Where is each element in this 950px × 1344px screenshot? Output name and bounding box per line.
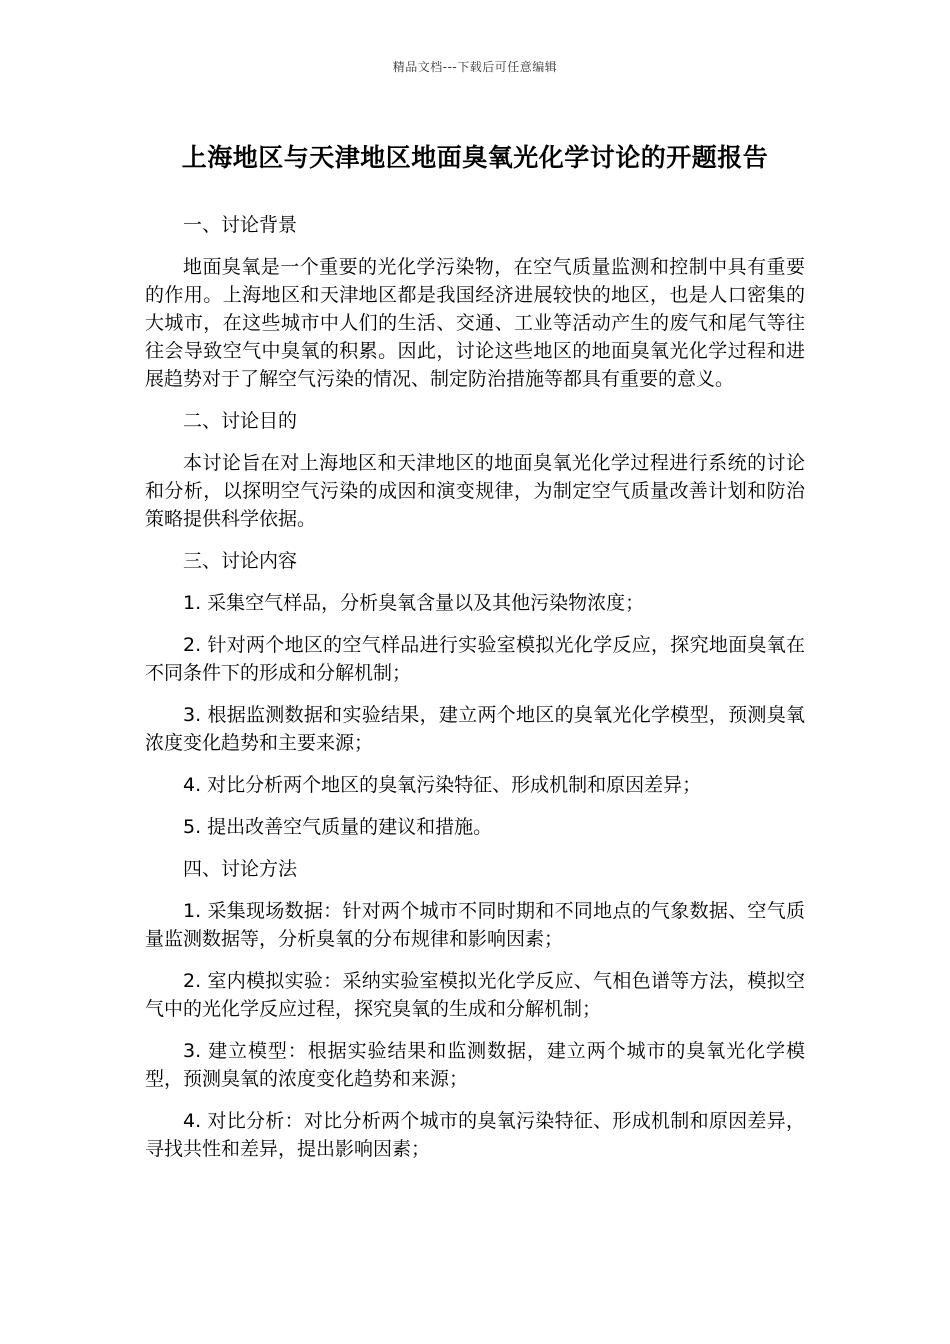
section-heading-methods: 四、讨论方法 bbox=[183, 858, 298, 880]
contents-item: 4. 对比分析两个地区的臭氧污染特征、形成机制和原因差异； bbox=[183, 774, 702, 796]
methods-item: 3. 建立模型：根据实验结果和监测数据，建立两个城市的臭氧光化学模型，预测臭氧的浓度变化趋势和来源； bbox=[145, 1040, 805, 1090]
contents-item: 5. 提出改善空气质量的建议和措施。 bbox=[183, 816, 493, 838]
document-body bbox=[145, 211, 805, 1177]
contents-item: 3. 根据监测数据和实验结果，建立两个地区的臭氧光化学模型，预测臭氧浓度变化趋势和主要来源； bbox=[145, 704, 805, 754]
header-note: 精品文档---下载后可任意编辑 bbox=[392, 60, 558, 74]
background-paragraph: 地面臭氧是一个重要的光化学污染物，在空气质量监测和控制中具有重要的作用。上海地区和天津地区都是我国经济进展较快的地区，也是人口密集的大城市，在这些城市中人们的生活、交通、工业等活动产生的废气和尾气等往往会导致空气中臭氧的积累。因此，讨论这些地区的地面臭氧光化学过程和进展趋势对于了解空气污染的情况、制定防治措施等都具有重要的意义。 bbox=[145, 256, 805, 390]
section-heading-background: 一、讨论背景 bbox=[183, 214, 298, 236]
contents-item: 2. 针对两个地区的空气样品进行实验室模拟光化学反应，探究地面臭氧在不同条件下的形成和分解机制； bbox=[145, 634, 805, 684]
methods-item: 2. 室内模拟实验：采纳实验室模拟光化学反应、气相色谱等方法，模拟空气中的光化学反应过程，探究臭氧的生成和分解机制； bbox=[145, 970, 805, 1020]
document-title: 上海地区与天津地区地面臭氧光化学讨论的开题报告 bbox=[181, 143, 769, 172]
contents-item: 1. 采集空气样品，分析臭氧含量以及其他污染物浓度； bbox=[183, 592, 645, 614]
section-heading-purpose: 二、讨论目的 bbox=[183, 410, 298, 432]
purpose-paragraph: 本讨论旨在对上海地区和天津地区的地面臭氧光化学过程进行系统的讨论和分析，以探明空气污染的成因和演变规律，为制定空气质量改善计划和防治策略提供科学依据。 bbox=[145, 452, 805, 530]
methods-item: 4. 对比分析：对比分析两个城市的臭氧污染特征、形成机制和原因差异，寻找共性和差异，提出影响因素； bbox=[145, 1110, 805, 1160]
section-heading-contents: 三、讨论内容 bbox=[183, 550, 298, 572]
methods-item: 1. 采集现场数据：针对两个城市不同时期和不同地点的气象数据、空气质量监测数据等，分析臭氧的分布规律和影响因素； bbox=[145, 900, 805, 950]
